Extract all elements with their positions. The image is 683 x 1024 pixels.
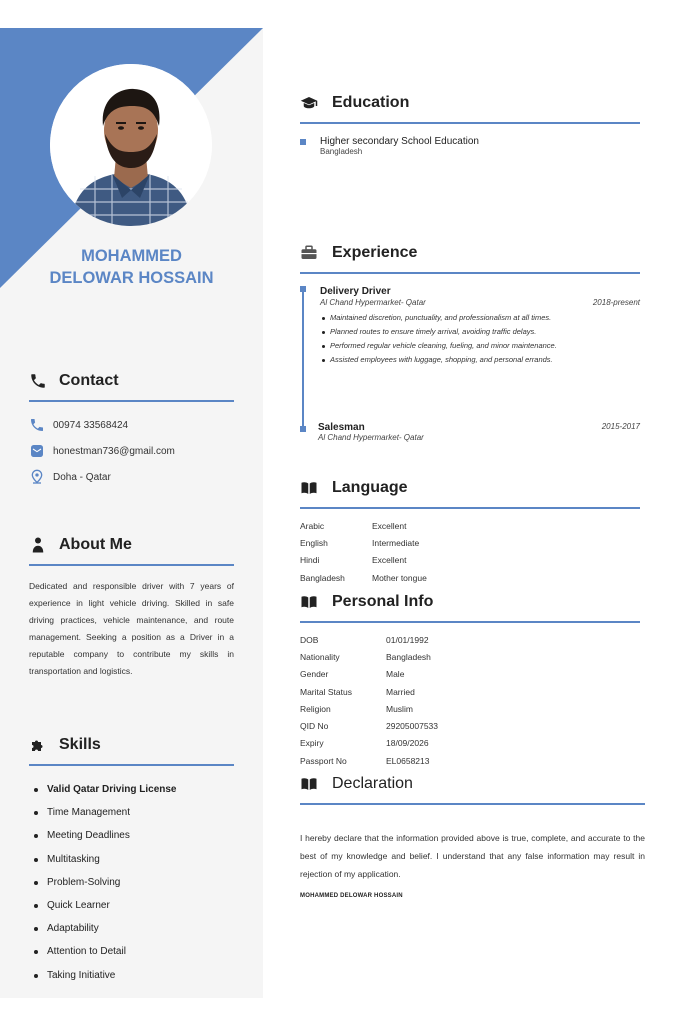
duty-item: Planned routes to ensure timely arrival, avoiding traffic delays. [320, 327, 570, 337]
skill-item: Attention to Detail [29, 940, 234, 963]
language-name: Arabic [300, 520, 325, 531]
left-sidebar [0, 28, 263, 998]
skills-heading [29, 734, 234, 766]
language-row [300, 569, 640, 586]
info-value: Bangladesh [386, 651, 431, 662]
language-row [300, 552, 640, 569]
job-company: Al Chand Hypermarket- Qatar [318, 433, 424, 442]
personal-info-section [300, 591, 640, 769]
contact-location-value: Doha - Qatar [53, 471, 111, 483]
skill-item: Valid Qatar Driving License [29, 778, 234, 801]
job-company: Al Chand Hypermarket- Qatar [320, 298, 426, 307]
contact-heading [29, 370, 234, 402]
declaration-text: I hereby declare that the information provided above is true, complete, and accurate to the best of my knowledge and belief. I understand that any false information may result in rejection of my application. [300, 833, 645, 879]
person-icon [29, 536, 47, 554]
duty-item: Maintained discretion, punctuality, and professionalism at all times. [320, 313, 570, 323]
language-heading [300, 477, 640, 509]
puzzle-icon [29, 736, 47, 754]
personal-info-heading-label: Personal Info [332, 593, 434, 610]
language-name: Hindi [300, 555, 320, 566]
skills-heading-label: Skills [59, 736, 101, 753]
declaration-heading-label: Declaration [332, 775, 413, 792]
info-row [300, 735, 640, 752]
profile-name [0, 245, 263, 289]
duty-item: Assisted employees with luggage, shopping, and personal errands. [320, 355, 570, 365]
language-level: Excellent [372, 555, 407, 566]
info-value: 29205007533 [386, 721, 439, 732]
info-row [300, 717, 640, 734]
experience-timeline [300, 286, 640, 442]
job-item [300, 422, 640, 442]
info-row [300, 666, 640, 683]
book-open-icon [300, 593, 318, 611]
info-row [300, 752, 640, 769]
name-line-2: DELOWAR HOSSAIN [49, 269, 214, 287]
email-icon [29, 443, 45, 459]
info-value: Male [386, 669, 405, 680]
briefcase-icon [300, 244, 318, 262]
about-text: Dedicated and responsible driver with 7 years of experience in light vehicle driving. Skilled in safe driving practices, vehicle maintenance, and route management. Seeking a position as a Driver in a reputable company to contribute my skills in transportation and logistics. [29, 581, 234, 676]
language-row [300, 534, 640, 551]
job-item [300, 286, 640, 365]
language-list [300, 517, 640, 586]
education-heading-label: Education [332, 94, 410, 111]
contact-section [29, 370, 234, 490]
skills-list [29, 778, 234, 987]
education-heading [300, 92, 640, 124]
experience-heading-label: Experience [332, 244, 418, 261]
job-period: 2018-present [592, 298, 640, 307]
education-title: Higher secondary School Education [320, 136, 479, 147]
experience-section [300, 242, 640, 442]
info-value: Muslim [386, 703, 413, 714]
skill-item: Adaptability [29, 917, 234, 940]
info-value: Married [386, 686, 415, 697]
info-row [300, 631, 640, 648]
info-row [300, 700, 640, 717]
about-heading [29, 534, 234, 566]
education-item [300, 136, 640, 156]
job-title: Salesman [318, 422, 365, 433]
contact-phone-value: 00974 33568424 [53, 419, 129, 431]
about-heading-label: About Me [59, 536, 132, 553]
language-level: Intermediate [372, 537, 420, 548]
location-pin-icon [29, 469, 45, 485]
declaration-signature: MOHAMMED DELOWAR HOSSAIN [300, 893, 403, 899]
personal-info-heading [300, 591, 640, 623]
phone-icon [29, 417, 45, 433]
language-section [300, 477, 640, 586]
language-level: Excellent [372, 520, 407, 531]
info-value: 18/09/2026 [386, 738, 429, 749]
info-key: QID No [300, 721, 329, 732]
phone-icon [29, 372, 47, 390]
declaration-heading [300, 773, 645, 805]
language-name: English [300, 537, 328, 548]
language-row [300, 517, 640, 534]
info-key: Religion [300, 703, 331, 714]
personal-info-list [300, 631, 640, 769]
job-title: Delivery Driver [320, 286, 391, 297]
job-period: 2015-2017 [601, 422, 640, 431]
info-key: Passport No [300, 755, 347, 766]
info-key: Gender [300, 669, 329, 680]
language-heading-label: Language [332, 479, 408, 496]
contact-email [29, 438, 234, 464]
info-key: Nationality [300, 651, 340, 662]
profile-photo [50, 64, 212, 226]
education-section [300, 92, 640, 156]
info-key: DOB [300, 634, 319, 645]
skill-item: Meeting Deadlines [29, 824, 234, 847]
job-duties [320, 313, 640, 365]
book-open-icon [300, 775, 318, 793]
skill-item: Time Management [29, 801, 234, 824]
info-key: Expiry [300, 738, 324, 749]
contact-location [29, 464, 234, 490]
info-row [300, 648, 640, 665]
info-value: 01/01/1992 [386, 634, 429, 645]
education-place: Bangladesh [320, 147, 363, 156]
graduation-cap-icon [300, 94, 318, 112]
language-name: Bangladesh [300, 572, 345, 583]
declaration-section [300, 773, 645, 899]
info-key: Marital Status [300, 686, 352, 697]
skill-item: Multitasking [29, 848, 234, 871]
skill-item: Problem-Solving [29, 871, 234, 894]
info-value: EL0658213 [386, 755, 430, 766]
about-section [29, 534, 234, 680]
contact-email-value: honestman736@gmail.com [53, 445, 175, 457]
contact-phone [29, 412, 234, 438]
duty-item: Performed regular vehicle cleaning, fueling, and minor maintenance. [320, 341, 570, 351]
info-row [300, 683, 640, 700]
contact-heading-label: Contact [59, 372, 119, 389]
language-level: Mother tongue [372, 572, 427, 583]
skill-item: Taking Initiative [29, 964, 234, 987]
skills-section [29, 734, 234, 987]
experience-heading [300, 242, 640, 274]
name-line-1: MOHAMMED [81, 247, 182, 265]
book-open-icon [300, 479, 318, 497]
skill-item: Quick Learner [29, 894, 234, 917]
